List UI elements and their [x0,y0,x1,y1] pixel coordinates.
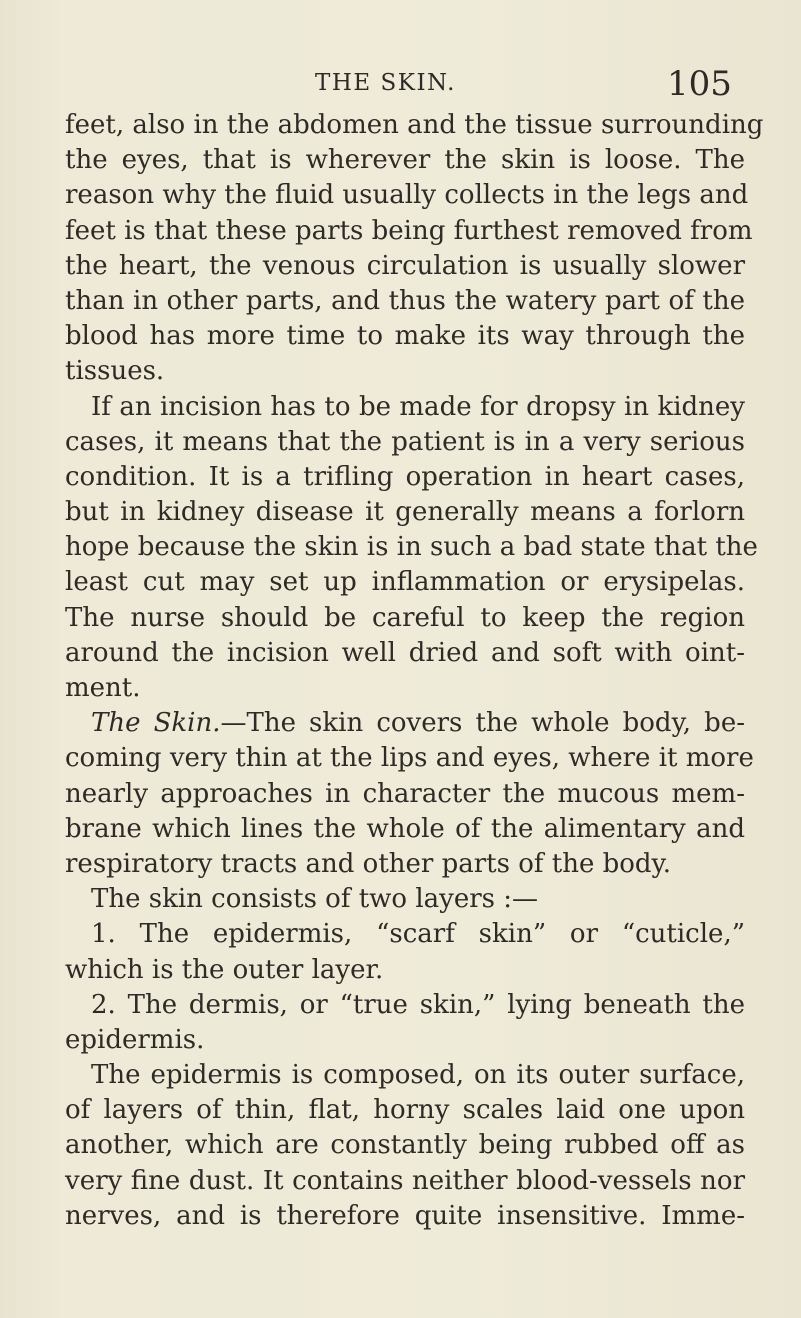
text-line: which is the outer layer. [65,954,384,985]
text-line: nerves, and is therefore quite insensitive. Imme- [65,1200,745,1231]
text-line: hope because the skin is in such a bad state that the [65,532,758,563]
text-line: around the incision well dried and soft with oint- [65,637,745,668]
text-line: The skin consists of two layers :— [91,884,539,915]
text-line: brane which lines the whole of the alimentary and [65,813,745,844]
running-head: THE SKIN. [315,70,456,96]
text-line: than in other parts, and thus the watery part of the [65,285,745,316]
text-line: nearly approaches in character the mucous mem- [65,778,745,809]
text-line: respiratory tracts and other parts of the body. [65,848,672,879]
text-line: epidermis. [65,1024,205,1055]
text-line: of layers of thin, flat, horny scales laid one upon [65,1095,745,1126]
text-line: cases, it means that the patient is in a very serious [65,426,745,457]
text-line: feet is that these parts being furthest removed from [65,215,753,246]
body-text [65,108,764,1234]
page-header [0,64,801,108]
text-line: blood has more time to make its way through the [65,321,745,352]
text-line: The epidermis is composed, on its outer surface, [91,1060,745,1091]
text-line: If an incision has to be made for dropsy in kidney [91,391,745,422]
text-line: The nurse should be careful to keep the region [65,602,745,633]
text-line: 1. The epidermis, “scarf skin” or “cuticle,” [91,919,745,950]
text-line: ment. [65,673,141,703]
text-line: feet, also in the abdomen and the tissue surrounding [65,110,764,140]
text-line: reason why the fluid usually collects in the legs and [65,180,749,211]
text-line: the heart, the venous circulation is usually slower [65,250,745,281]
text-line: coming very thin at the lips and eyes, where it more [65,743,754,774]
text-line: least cut may set up inflammation or erysipelas. [65,567,745,598]
text-line: the eyes, that is wherever the skin is loose. The [65,145,745,176]
text-line: tissues. [65,356,165,387]
line-text: —The skin covers the whole body, be- [220,708,745,739]
text-line: another, which are constantly being rubbed off as [65,1130,745,1161]
text-line [65,706,745,741]
page-number: 105 [667,64,732,104]
text-line: but in kidney disease it generally means a forlorn [65,497,745,528]
text-line: condition. It is a trifling operation in heart cases, [65,461,745,492]
section-heading: The Skin. [91,708,221,739]
text-line: 2. The dermis, or “true skin,” lying beneath the [91,989,745,1020]
text-line: very fine dust. It contains neither blood-vessels nor [65,1165,745,1196]
